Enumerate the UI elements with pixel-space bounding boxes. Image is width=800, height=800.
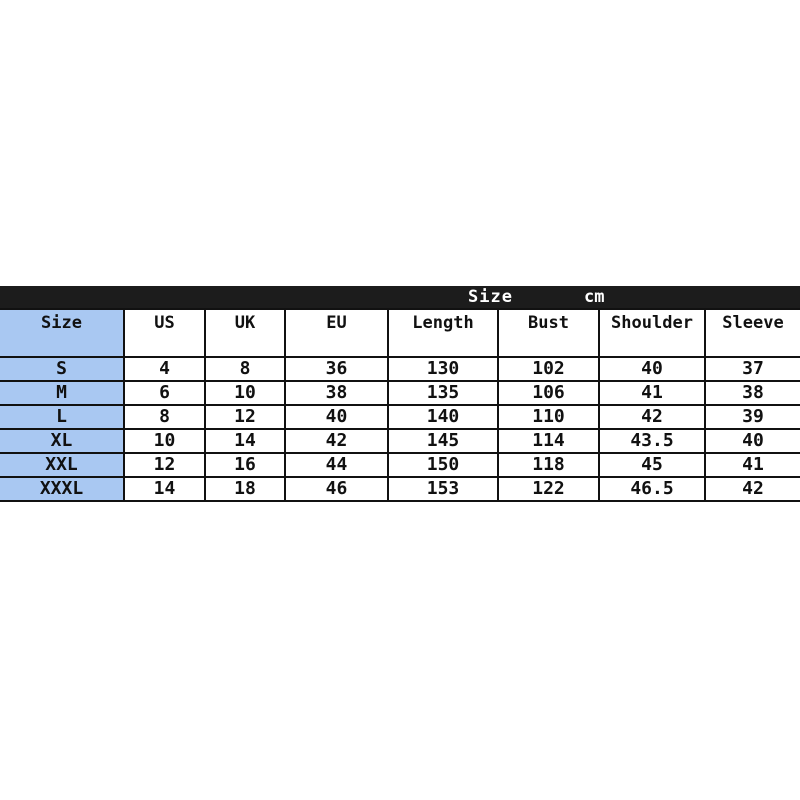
- size-cell: XXL: [0, 453, 124, 477]
- sleeve-cell: 38: [705, 381, 800, 405]
- header-cell-sleeve: Sleeve: [705, 309, 800, 357]
- header-cell-bust: Bust: [498, 309, 599, 357]
- size-cell: L: [0, 405, 124, 429]
- bust-cell: 114: [498, 429, 599, 453]
- title-bar: [0, 286, 800, 308]
- bust-cell: 102: [498, 357, 599, 381]
- table-row: [0, 405, 800, 429]
- table-row: [0, 477, 800, 501]
- length-cell: 140: [388, 405, 498, 429]
- us-cell: 6: [124, 381, 205, 405]
- sleeve-cell: 39: [705, 405, 800, 429]
- shoulder-cell: 41: [599, 381, 705, 405]
- header-cell-us: US: [124, 309, 205, 357]
- bust-cell: 118: [498, 453, 599, 477]
- uk-cell: 10: [205, 381, 285, 405]
- shoulder-cell: 43.5: [599, 429, 705, 453]
- sleeve-cell: 37: [705, 357, 800, 381]
- eu-cell: 36: [285, 357, 388, 381]
- header-cell-length: Length: [388, 309, 498, 357]
- sleeve-cell: 41: [705, 453, 800, 477]
- size-cell: M: [0, 381, 124, 405]
- shoulder-cell: 46.5: [599, 477, 705, 501]
- bust-cell: 110: [498, 405, 599, 429]
- uk-cell: 18: [205, 477, 285, 501]
- header-cell-size: Size: [0, 309, 124, 357]
- table-row: [0, 453, 800, 477]
- header-cell-uk: UK: [205, 309, 285, 357]
- eu-cell: 40: [285, 405, 388, 429]
- size-table: [0, 308, 800, 502]
- sleeve-cell: 40: [705, 429, 800, 453]
- table-row: [0, 429, 800, 453]
- us-cell: 14: [124, 477, 205, 501]
- uk-cell: 16: [205, 453, 285, 477]
- us-cell: 4: [124, 357, 205, 381]
- table-row: [0, 381, 800, 405]
- table-row: [0, 357, 800, 381]
- shoulder-cell: 40: [599, 357, 705, 381]
- bust-cell: 122: [498, 477, 599, 501]
- bust-cell: 106: [498, 381, 599, 405]
- eu-cell: 38: [285, 381, 388, 405]
- eu-cell: 46: [285, 477, 388, 501]
- size-cell: XL: [0, 429, 124, 453]
- uk-cell: 8: [205, 357, 285, 381]
- header-cell-eu: EU: [285, 309, 388, 357]
- uk-cell: 12: [205, 405, 285, 429]
- length-cell: 150: [388, 453, 498, 477]
- shoulder-cell: 42: [599, 405, 705, 429]
- us-cell: 8: [124, 405, 205, 429]
- us-cell: 12: [124, 453, 205, 477]
- title-unit-label: cm: [584, 287, 605, 307]
- header-cell-shoulder: Shoulder: [599, 309, 705, 357]
- uk-cell: 14: [205, 429, 285, 453]
- eu-cell: 44: [285, 453, 388, 477]
- header-row: [0, 309, 800, 357]
- sleeve-cell: 42: [705, 477, 800, 501]
- size-cell: XXXL: [0, 477, 124, 501]
- length-cell: 130: [388, 357, 498, 381]
- length-cell: 153: [388, 477, 498, 501]
- shoulder-cell: 45: [599, 453, 705, 477]
- us-cell: 10: [124, 429, 205, 453]
- size-cell: S: [0, 357, 124, 381]
- length-cell: 145: [388, 429, 498, 453]
- title-size-label: Size: [468, 287, 513, 307]
- size-chart: [0, 286, 800, 502]
- eu-cell: 42: [285, 429, 388, 453]
- length-cell: 135: [388, 381, 498, 405]
